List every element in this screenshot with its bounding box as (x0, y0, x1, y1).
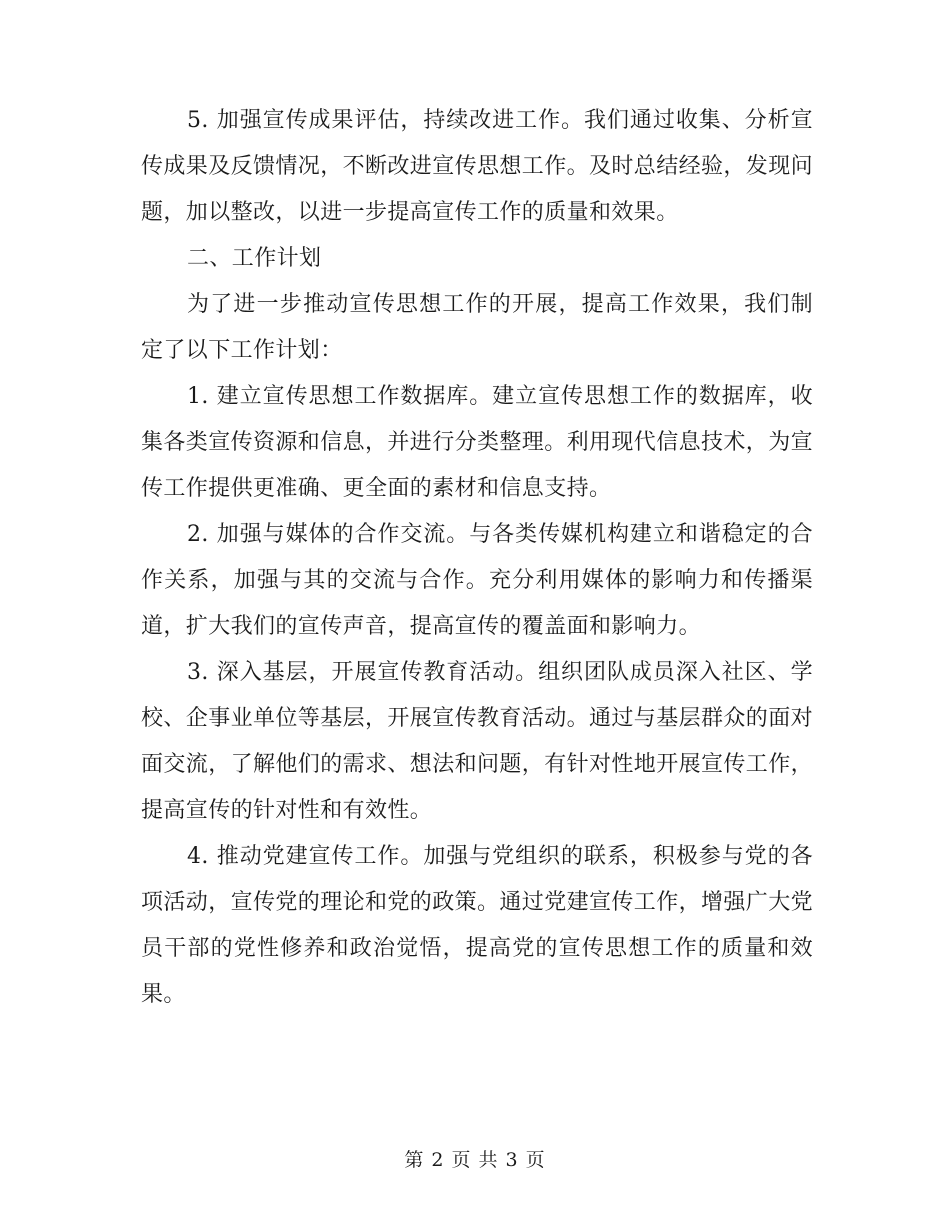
paragraph-plan-3-grassroots: 3. 深入基层，开展宣传教育活动。组织团队成员深入社区、学校、企事业单位等基层，开展宣传教育活动。通过与基层群众的面对面交流，了解他们的需求、想法和问题，有针对性地开展宣传工作，提高宣传的针对性和有效性。 (141, 660, 814, 823)
document-body (141, 98, 813, 1018)
paragraph-plan-4-party-building: 4. 推动党建宣传工作。加强与党组织的联系，积极参与党的各项活动，宣传党的理论和党的政策。通过党建宣传工作，增强广大党员干部的党性修养和政治觉悟，提高党的宣传思想工作的质量和效果。 (141, 844, 814, 1007)
paragraph-plan-2-media: 2. 加强与媒体的合作交流。与各类传媒机构建立和谐稳定的合作关系，加强与其的交流与合作。充分利用媒体的影响力和传播渠道，扩大我们的宣传声音，提高宣传的覆盖面和影响力。 (141, 522, 813, 639)
paragraph-plan-1-database: 1. 建立宣传思想工作数据库。建立宣传思想工作的数据库，收集各类宣传资源和信息，并进行分类整理。利用现代信息技术，为宣传工作提供更准确、更全面的素材和信息支持。 (141, 384, 814, 501)
page-number-footer: 第 2 页 共 3 页 (404, 1149, 546, 1171)
paragraph-plan-intro: 为了进一步推动宣传思想工作的开展，提高工作效果，我们制定了以下工作计划： (141, 292, 813, 363)
paragraph-5-evaluation: 5. 加强宣传成果评估，持续改进工作。我们通过收集、分析宣传成果及反馈情况，不断改进宣传思想工作。及时总结经验，发现问题，加以整改，以进一步提高宣传工作的质量和效果。 (141, 108, 814, 225)
section-heading-work-plan: 二、工作计划 (187, 246, 322, 271)
